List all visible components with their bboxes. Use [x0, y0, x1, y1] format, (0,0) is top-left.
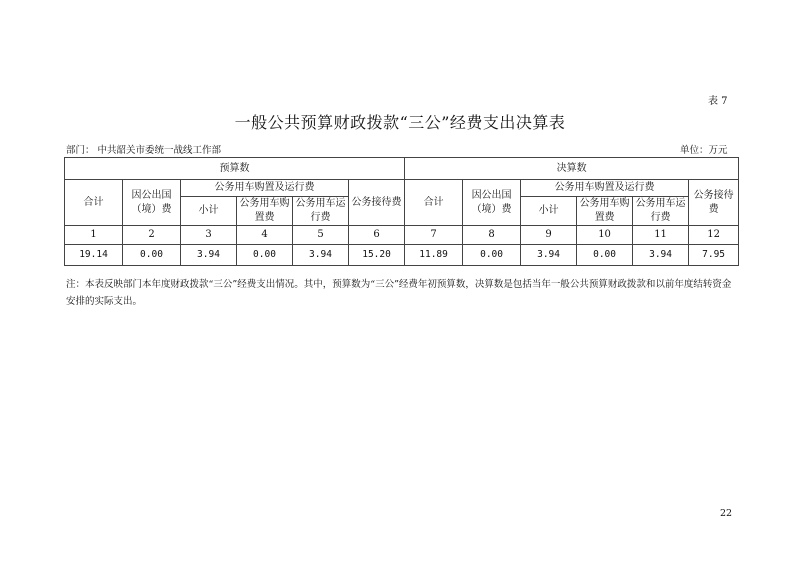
final-reception-value: 7.95 [689, 245, 739, 266]
unit-label: 单位：万元 [680, 145, 728, 156]
budget-total-value: 19.14 [65, 245, 123, 266]
page-title: 一般公共预算财政拨款“三公”经费支出决算表 [234, 113, 566, 132]
budget-vehicle-purchase-header: 公务用车购置费 [237, 197, 293, 226]
department-label: 部门： 中共韶关市委统一战线工作部 [66, 145, 222, 156]
budget-vehicle-operation-header: 公务用车运行费 [293, 197, 349, 226]
budget-header: 预算数 [65, 158, 405, 180]
budget-subtotal-value: 3.94 [181, 245, 237, 266]
page-number: 22 [720, 508, 733, 519]
final-total-header: 合计 [405, 180, 463, 226]
col-index: 9 [521, 226, 577, 245]
col-index: 5 [293, 226, 349, 245]
final-vehicle-purchase-value: 0.00 [577, 245, 633, 266]
final-abroad-header: 因公出国（境）费 [463, 180, 521, 226]
budget-vehicle-purchase-value: 0.00 [237, 245, 293, 266]
budget-abroad-value: 0.00 [123, 245, 181, 266]
col-index: 4 [237, 226, 293, 245]
col-index: 8 [463, 226, 521, 245]
col-index: 2 [123, 226, 181, 245]
final-abroad-value: 0.00 [463, 245, 521, 266]
final-vehicle-operation-value: 3.94 [633, 245, 689, 266]
final-reception-header: 公务接待费 [689, 180, 739, 226]
col-index: 7 [405, 226, 463, 245]
table-note: 注：本表反映部门本年度财政拨款“三公”经费支出情况。其中，预算数为“三公”经费年初预算数，决算数是包括当年一般公共预算财政拨款和以前年度结转资金安排的实际支出。 [66, 279, 732, 307]
final-vehicle-purchase-header: 公务用车购置费 [577, 197, 633, 226]
final-vehicle-group-header: 公务用车购置及运行费 [521, 180, 689, 197]
budget-vehicle-operation-value: 3.94 [293, 245, 349, 266]
budget-subtotal-header: 小计 [181, 197, 237, 226]
table-row [65, 245, 739, 266]
final-total-value: 11.89 [405, 245, 463, 266]
column-index-row [65, 226, 739, 245]
table-label: 表 7 [708, 96, 728, 107]
final-subtotal-value: 3.94 [521, 245, 577, 266]
final-subtotal-header: 小计 [521, 197, 577, 226]
col-index: 6 [349, 226, 405, 245]
budget-vehicle-group-header: 公务用车购置及运行费 [181, 180, 349, 197]
budget-total-header: 合计 [65, 180, 123, 226]
col-index: 10 [577, 226, 633, 245]
final-vehicle-operation-header: 公务用车运行费 [633, 197, 689, 226]
budget-abroad-header: 因公出国（境）费 [123, 180, 181, 226]
three-public-expenses-table [64, 157, 739, 266]
col-index: 12 [689, 226, 739, 245]
budget-reception-header: 公务接待费 [349, 180, 405, 226]
col-index: 11 [633, 226, 689, 245]
budget-reception-value: 15.20 [349, 245, 405, 266]
final-header: 决算数 [405, 158, 739, 180]
col-index: 3 [181, 226, 237, 245]
col-index: 1 [65, 226, 123, 245]
